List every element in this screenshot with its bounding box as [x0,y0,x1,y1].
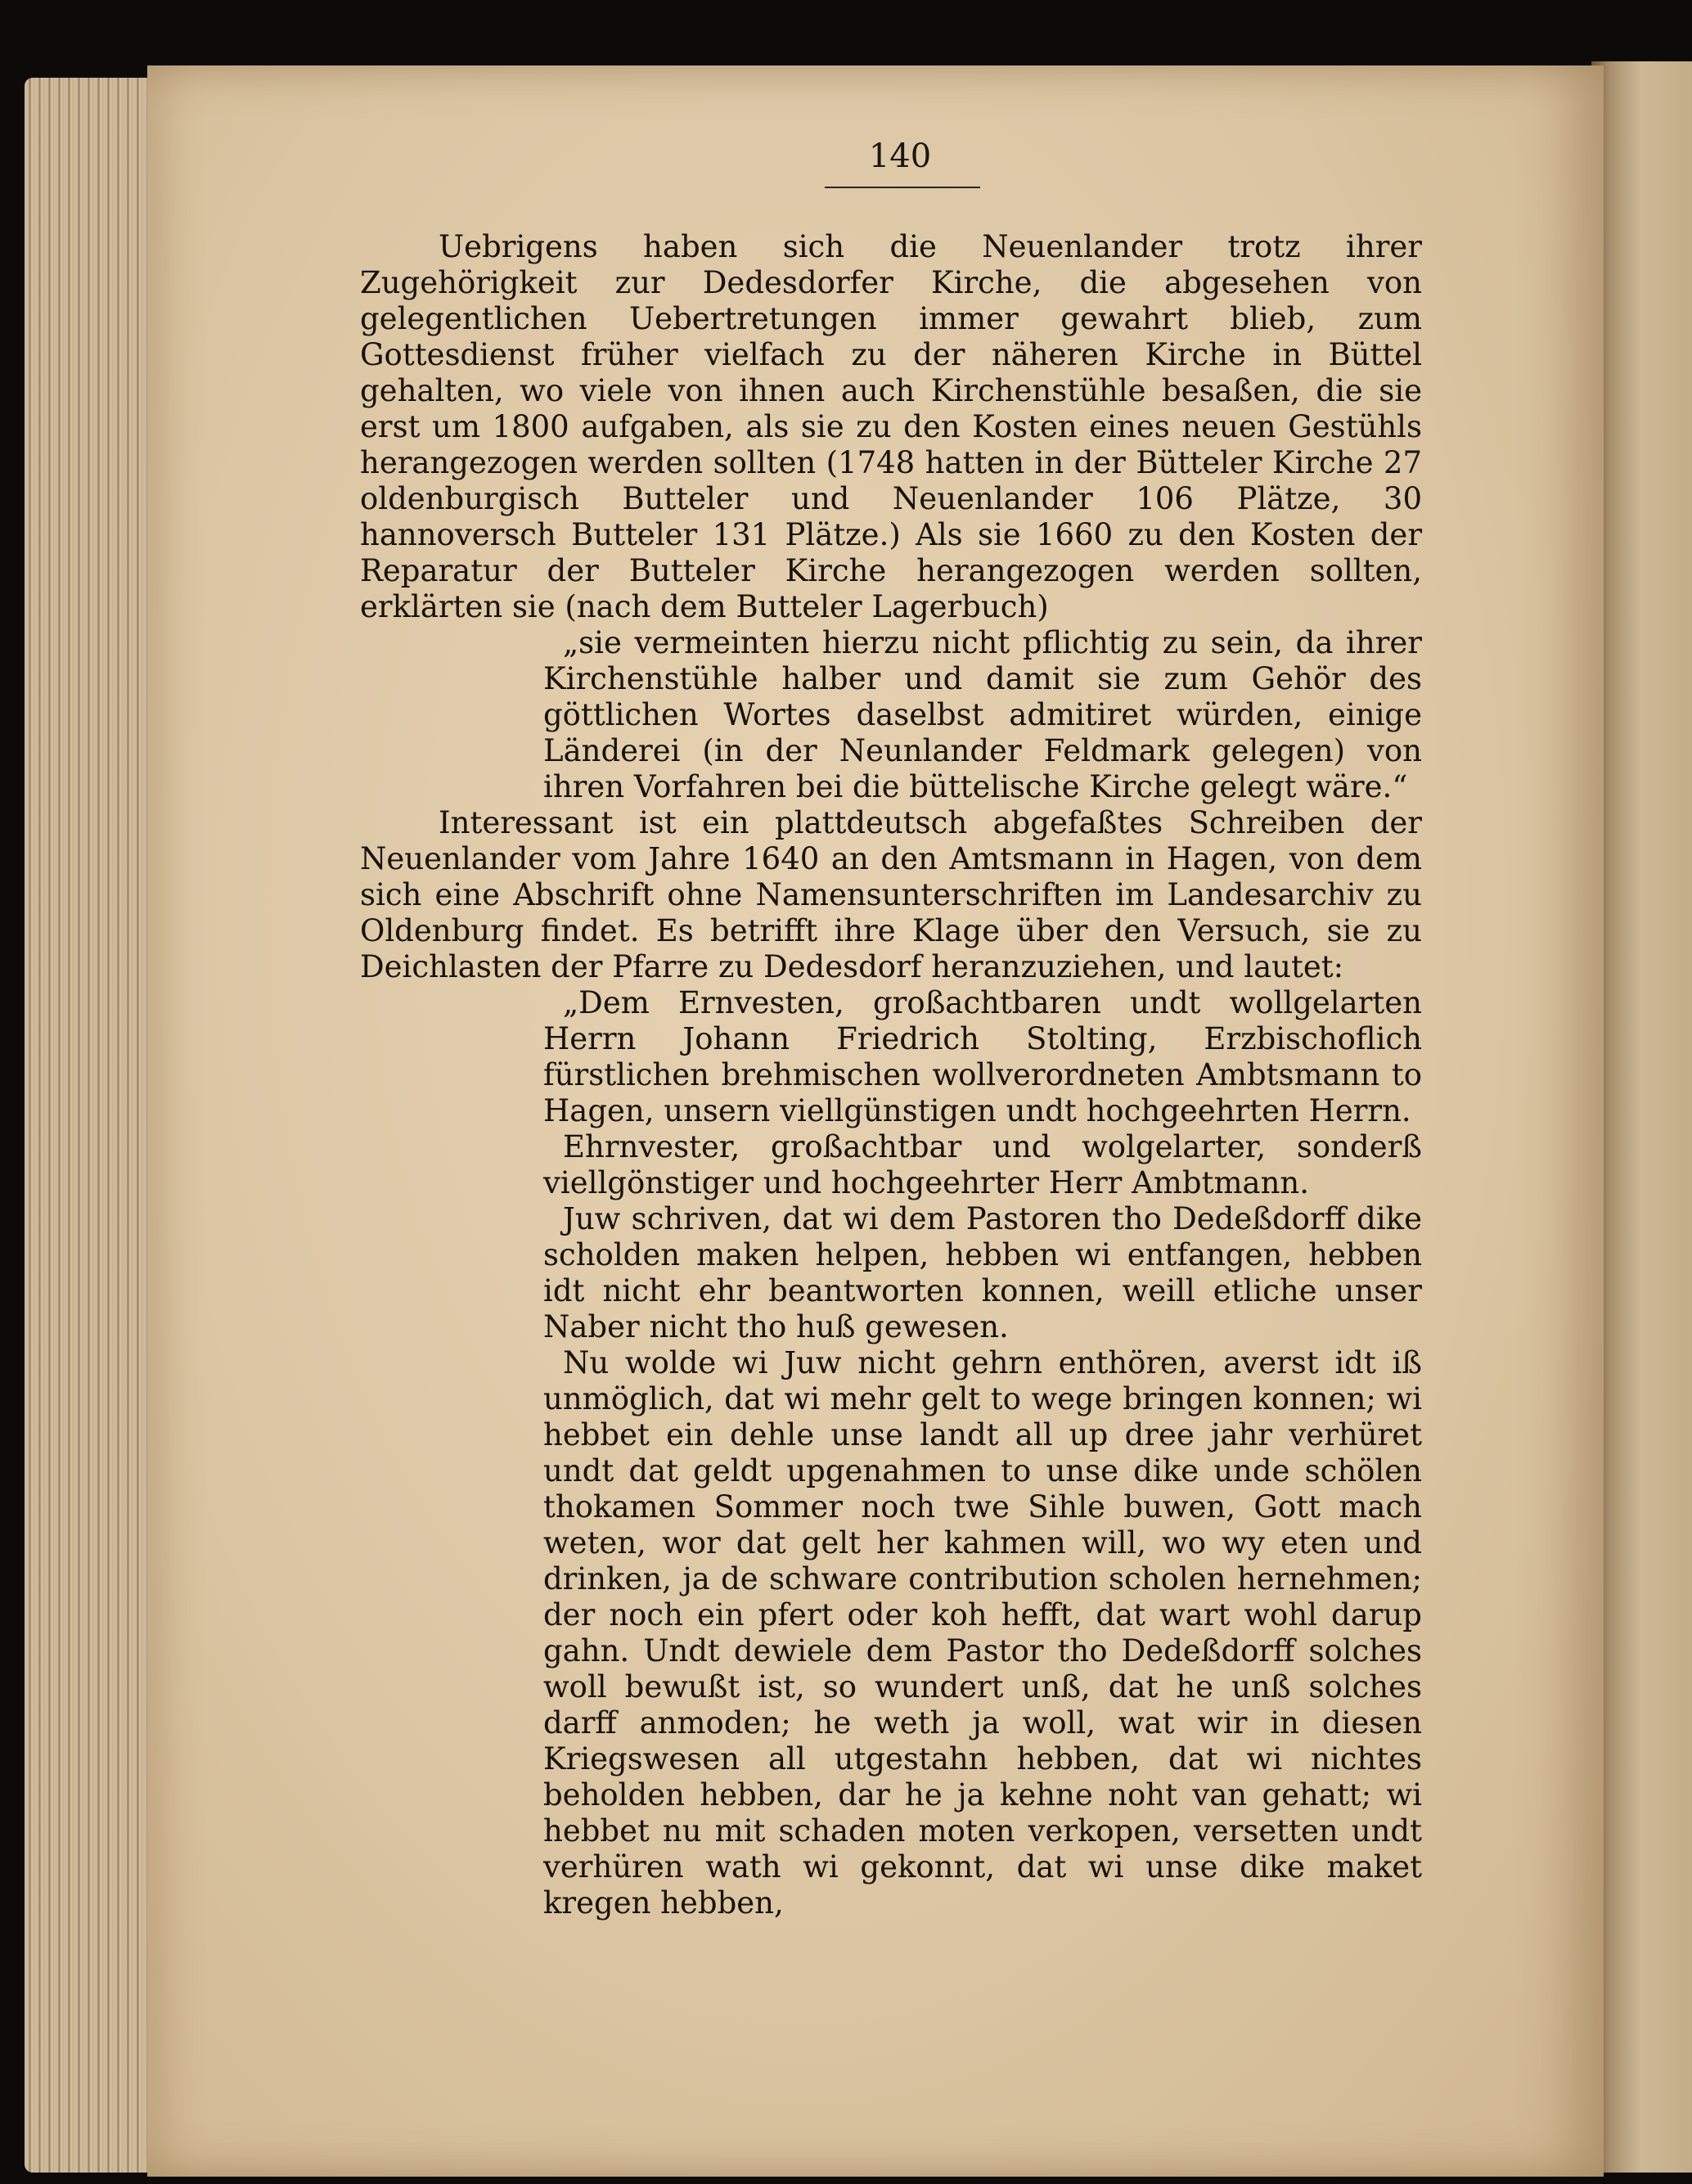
facing-page-edge [1591,61,1692,2173]
quote-address: „Dem Ernvesten, großachtbaren undt wollgelarten Herrn Johann Friedrich Stolting, Erzbischoflich fürstlichen brehmischen wollverordneten Ambtsmann to Hagen, unsern viellgünstigen undt hochgeehrten Herrn. [543,985,1422,1128]
quote-salutation: Ehrnvester, großachtbar und wolgelarter, sonderß viellgönstiger und hochgeehrter Herr Ambtmann. [543,1129,1422,1200]
page-edges [25,78,168,2173]
quote-letter-2: Nu wolde wi Juw nicht gehrn enthören, averst idt iß unmöglich, dat wi mehr gelt to wege bringen konnen; wi hebbet ein dehle unse landt all up dree jahr verhüret undt dat geldt upgenahmen to unse dike unde schölen thokamen Sommer noch twe Sihle buwen, Gott mach weten, wor dat gelt her kahmen will, wo wy eten und drinken, ja de schware contribution scholen hernehmen; der noch ein pfert oder koh hefft, dat wart wohl darup gahn. Undt dewiele dem Pastor tho Dedeßdorff solches woll bewußt ist, so wundert unß, dat he unß solches darff anmoden; he weth ja woll, wat wir in diesen Kriegswesen all utgestahn hebben, dat wi nichtes beholden hebben, dar he ja kehne noht van gehatt; wi hebbet nu mit schaden moten verkopen, versetten undt verhüren wath wi gekonnt, dat wi unse dike maket kregen hebben, [543,1345,1422,1921]
page-number: 140 [868,137,932,175]
quote-letter-1: Juw schriven, dat wi dem Pastoren tho Dedeßdorff dike scholden maken helpen, hebben wi entfangen, hebben idt nicht ehr beantworten konnen, weill etliche unser Naber nicht tho huß gewesen. [543,1201,1422,1344]
header-rule [825,187,980,188]
paragraph-uebrigens: Uebrigens haben sich die Neuenlander trotz ihrer Zugehörigkeit zur Dedesdorfer Kirche, die abgesehen von gelegentlichen Uebertretungen immer gewahrt blieb, zum Gottesdienst früher vielfach zu der näheren Kirche in Büttel gehalten, wo viele von ihnen auch Kirchenstühle besaßen, die sie erst um 1800 aufgaben, als sie zu den Kosten eines neuen Gestühls herangezogen werden sollten (1748 hatten in der Bütteler Kirche 27 oldenburgisch Butteler und Neuenlander 106 Plätze, 30 hannoversch Butteler 131 Plätze.) Als sie 1660 zu den Kosten der Reparatur der Butteler Kirche herangezogen werden sollten, erklärten sie (nach dem Butteler Lagerbuch) [360,229,1422,624]
page-text [360,229,1422,1921]
paragraph-interessant: Interessant ist ein plattdeutsch abgefaßtes Schreiben der Neuenlander vom Jahre 1640 an den Amtsmann in Hagen, von dem sich eine Abschrift ohne Namensunterschriften im Landesarchiv zu Oldenburg findet. Es betrifft ihre Klage über den Versuch, sie zu Deichlasten der Pfarre zu Dedesdorf heranzuziehen, und lautet: [360,805,1422,984]
quote-lagerbuch: „sie vermeinten hierzu nicht pflichtig zu sein, da ihrer Kirchenstühle halber und damit sie zum Gehör des göttlichen Wortes daselbst admitiret würden, einige Länderei (in der Neunlander Feldmark gelegen) von ihren Vorfahren bei die büttelische Kirche gelegt wäre.“ [543,625,1422,804]
